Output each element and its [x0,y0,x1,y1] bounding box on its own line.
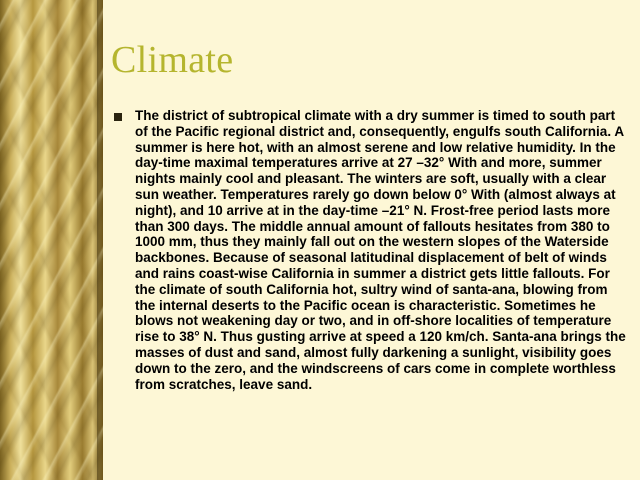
slide-title: Climate [111,39,234,81]
bullet-text: The district of subtropical climate with a dry summer is timed to south part of the Pacific regional district and, consequently, engulfs south California. A summer is here hot, with an almost serene and low relative humidity. In the day-time maximal temperatures arrive at 27 –32° With and more, summer nights mainly cool and pleasant. The winters are soft, usually with a clear sun weather. Temperatures rarely go down below 0° With (almost always at night), and 10 arrive at in the day-time –21° N. Frost-free period lasts more than 300 days. The middle annual amount of fallouts hesitates from 380 to 1000 mm, thus they mainly fall out on the western slopes of the Waterside backbones. Because of seasonal latitudinal displacement of belt of winds and rains coast-wise California in summer a district gets little fallouts. For the climate of south California hot, sultry wind of santa-ana, blowing from the internal deserts to the Pacific ocean is characteristic. Sometimes he blows not weakening day or two, and in off-shore localities of temperature rise to 38° N. Thus gusting arrive at speed a 120 km/ch. Santa-ana brings the masses of dust and sand, almost fully darkening a sunlight, visibility goes down to the zero, and the windscreens of cars come in complete worthless from scratches, leave sand. [135,108,626,392]
bullet-item [111,108,627,392]
bullet-list [111,108,627,392]
decorative-gold-band [0,0,103,480]
square-bullet-icon [114,113,122,121]
